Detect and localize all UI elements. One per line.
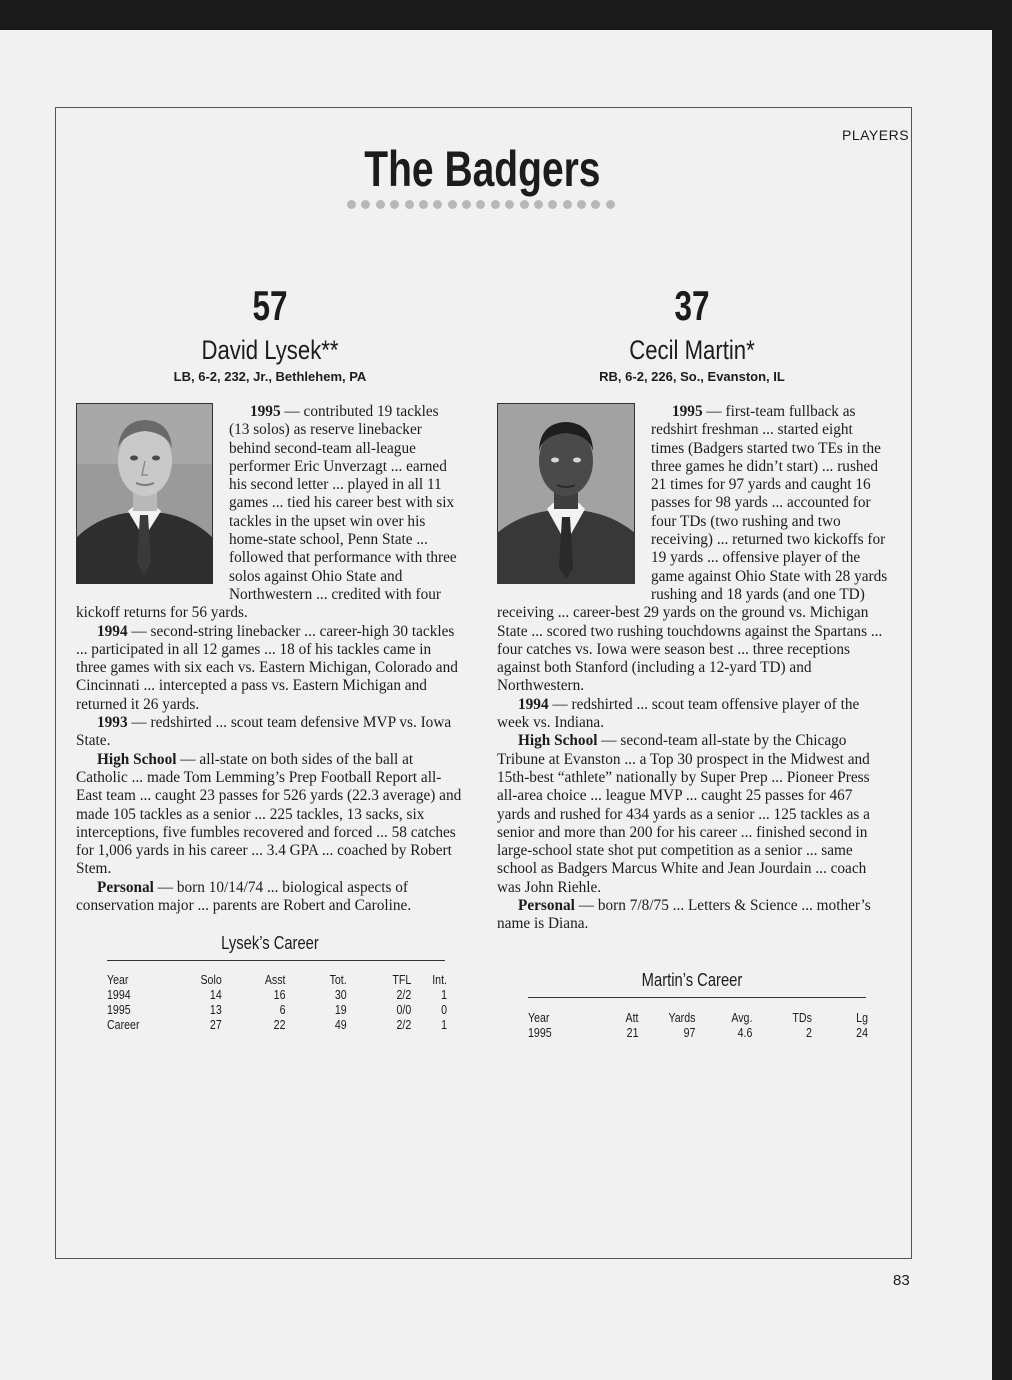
career-table: [107, 973, 447, 1033]
title-dot-rule: [347, 200, 615, 212]
table-row: Career 27 22 49 2/2 1: [107, 1018, 447, 1032]
player-info: LB, 6-2, 232, Jr., Bethlehem, PA: [173, 369, 367, 384]
table-row: 1994 14 16 30 2/2 1: [107, 988, 447, 1002]
player-name: David Lysek**: [201, 335, 339, 365]
player-number: 37: [674, 282, 710, 329]
career-title: Lysek’s Career: [221, 933, 319, 953]
career-title: Martin’s Career: [641, 970, 743, 990]
table-row: 1995 13 6 19 0/0 0: [107, 1003, 447, 1017]
player-name: Cecil Martin*: [629, 335, 755, 365]
player-info: RB, 6-2, 226, So., Evanston, IL: [599, 369, 785, 384]
player-number: 57: [252, 282, 288, 329]
photo-placeholder: [497, 403, 635, 584]
player-photo: [497, 403, 635, 584]
page-title: The Badgers: [364, 141, 601, 197]
photo-placeholder: [76, 403, 213, 584]
career-rule: [528, 997, 866, 998]
player-bio: 1995 — contributed 19 tackles (13 solos) as reserve linebacker behind second-team all-league performer Eric Unverzagt ... earned his second letter ... played in all 11 games ... tied his career best with six tackles in the upset win over his home-state school, Penn State ... followed that performance with three solos against Ohio State and Northwestern ... credited with four kickoff returns for 56 yards. 1994 — second-string linebacker ... career-high 30 tackles ... participated in all 12 games ... 18 of his tackles came in three games with six each vs. Eastern Michigan, Colorado and Cincinnati ... intercepted a pass vs. Eastern Michigan and returned it 26 yards. 1993 — redshirted ... scout team defensive MVP vs. Iowa State. High School — all-state on both sides of the ball at Catholic ... made Tom Lemming’s Prep Football Report all-East team ... caught 23 passes for 526 yards (22.3 average) and made 105 tackles as a senior ... 225 tackles, 13 sacks, six interceptions, five fumbles recovered and forced ... 58 catches for 1,006 yards in his career ... 3.4 GPA ... coached by Robert Stem. Personal — born 10/14/74 ... biological aspects of conservation major ... parents are Robert and Caroline.: [76, 403, 462, 915]
table-row: 1995 21 97 4.6 2 24: [528, 1026, 868, 1040]
page-number: 83: [893, 1272, 910, 1289]
career-rule: [107, 960, 445, 961]
player-photo: [76, 403, 213, 584]
table-header-row: Year Att Yards Avg. TDs Lg: [528, 1011, 868, 1025]
table-header-row: Year Solo Asst Tot. TFL Int.: [107, 973, 447, 987]
career-table: [528, 1011, 868, 1041]
section-label: PLAYERS: [842, 127, 910, 143]
player-bio: 1995 — first-team fullback as redshirt freshman ... started eight times (Badgers started two TEs in the three games he didn’t start) ... rushed 21 times for 97 yards and caught 16 passes for 98 yards ... accounted for four TDs (two rushing and two receiving) ... returned two kickoffs for 19 yards ... offensive player of the game against Ohio State with 28 yards rushing and 18 yards (and one TD) receiving ... career-best 29 yards on the ground vs. Michigan State ... scored two rushing touchdowns against the Spartans ... four catches vs. Iowa were season best ... three receptions against both Stanford (including a 12-yard TD) and Northwestern. 1994 — redshirted ... scout team offensive player of the week vs. Indiana. High School — second-team all-state by the Chicago Tribune at Evanston ... a Top 30 prospect in the Midwest and 15th-best “athlete” nationally by Super Prep ... Pioneer Press all-area choice ... league MVP ... caught 25 passes for 467 yards and rushed for 434 yards as a senior ... 125 tackles as a senior and more than 200 for his career ... finished second in large-school state shot put competition as a senior ... same school as Badgers Marcus White and Jean Jourdain ... coach was John Riehle. Personal — born 7/8/75 ... Letters & Science ... mother’s name is Diana.: [497, 403, 888, 933]
